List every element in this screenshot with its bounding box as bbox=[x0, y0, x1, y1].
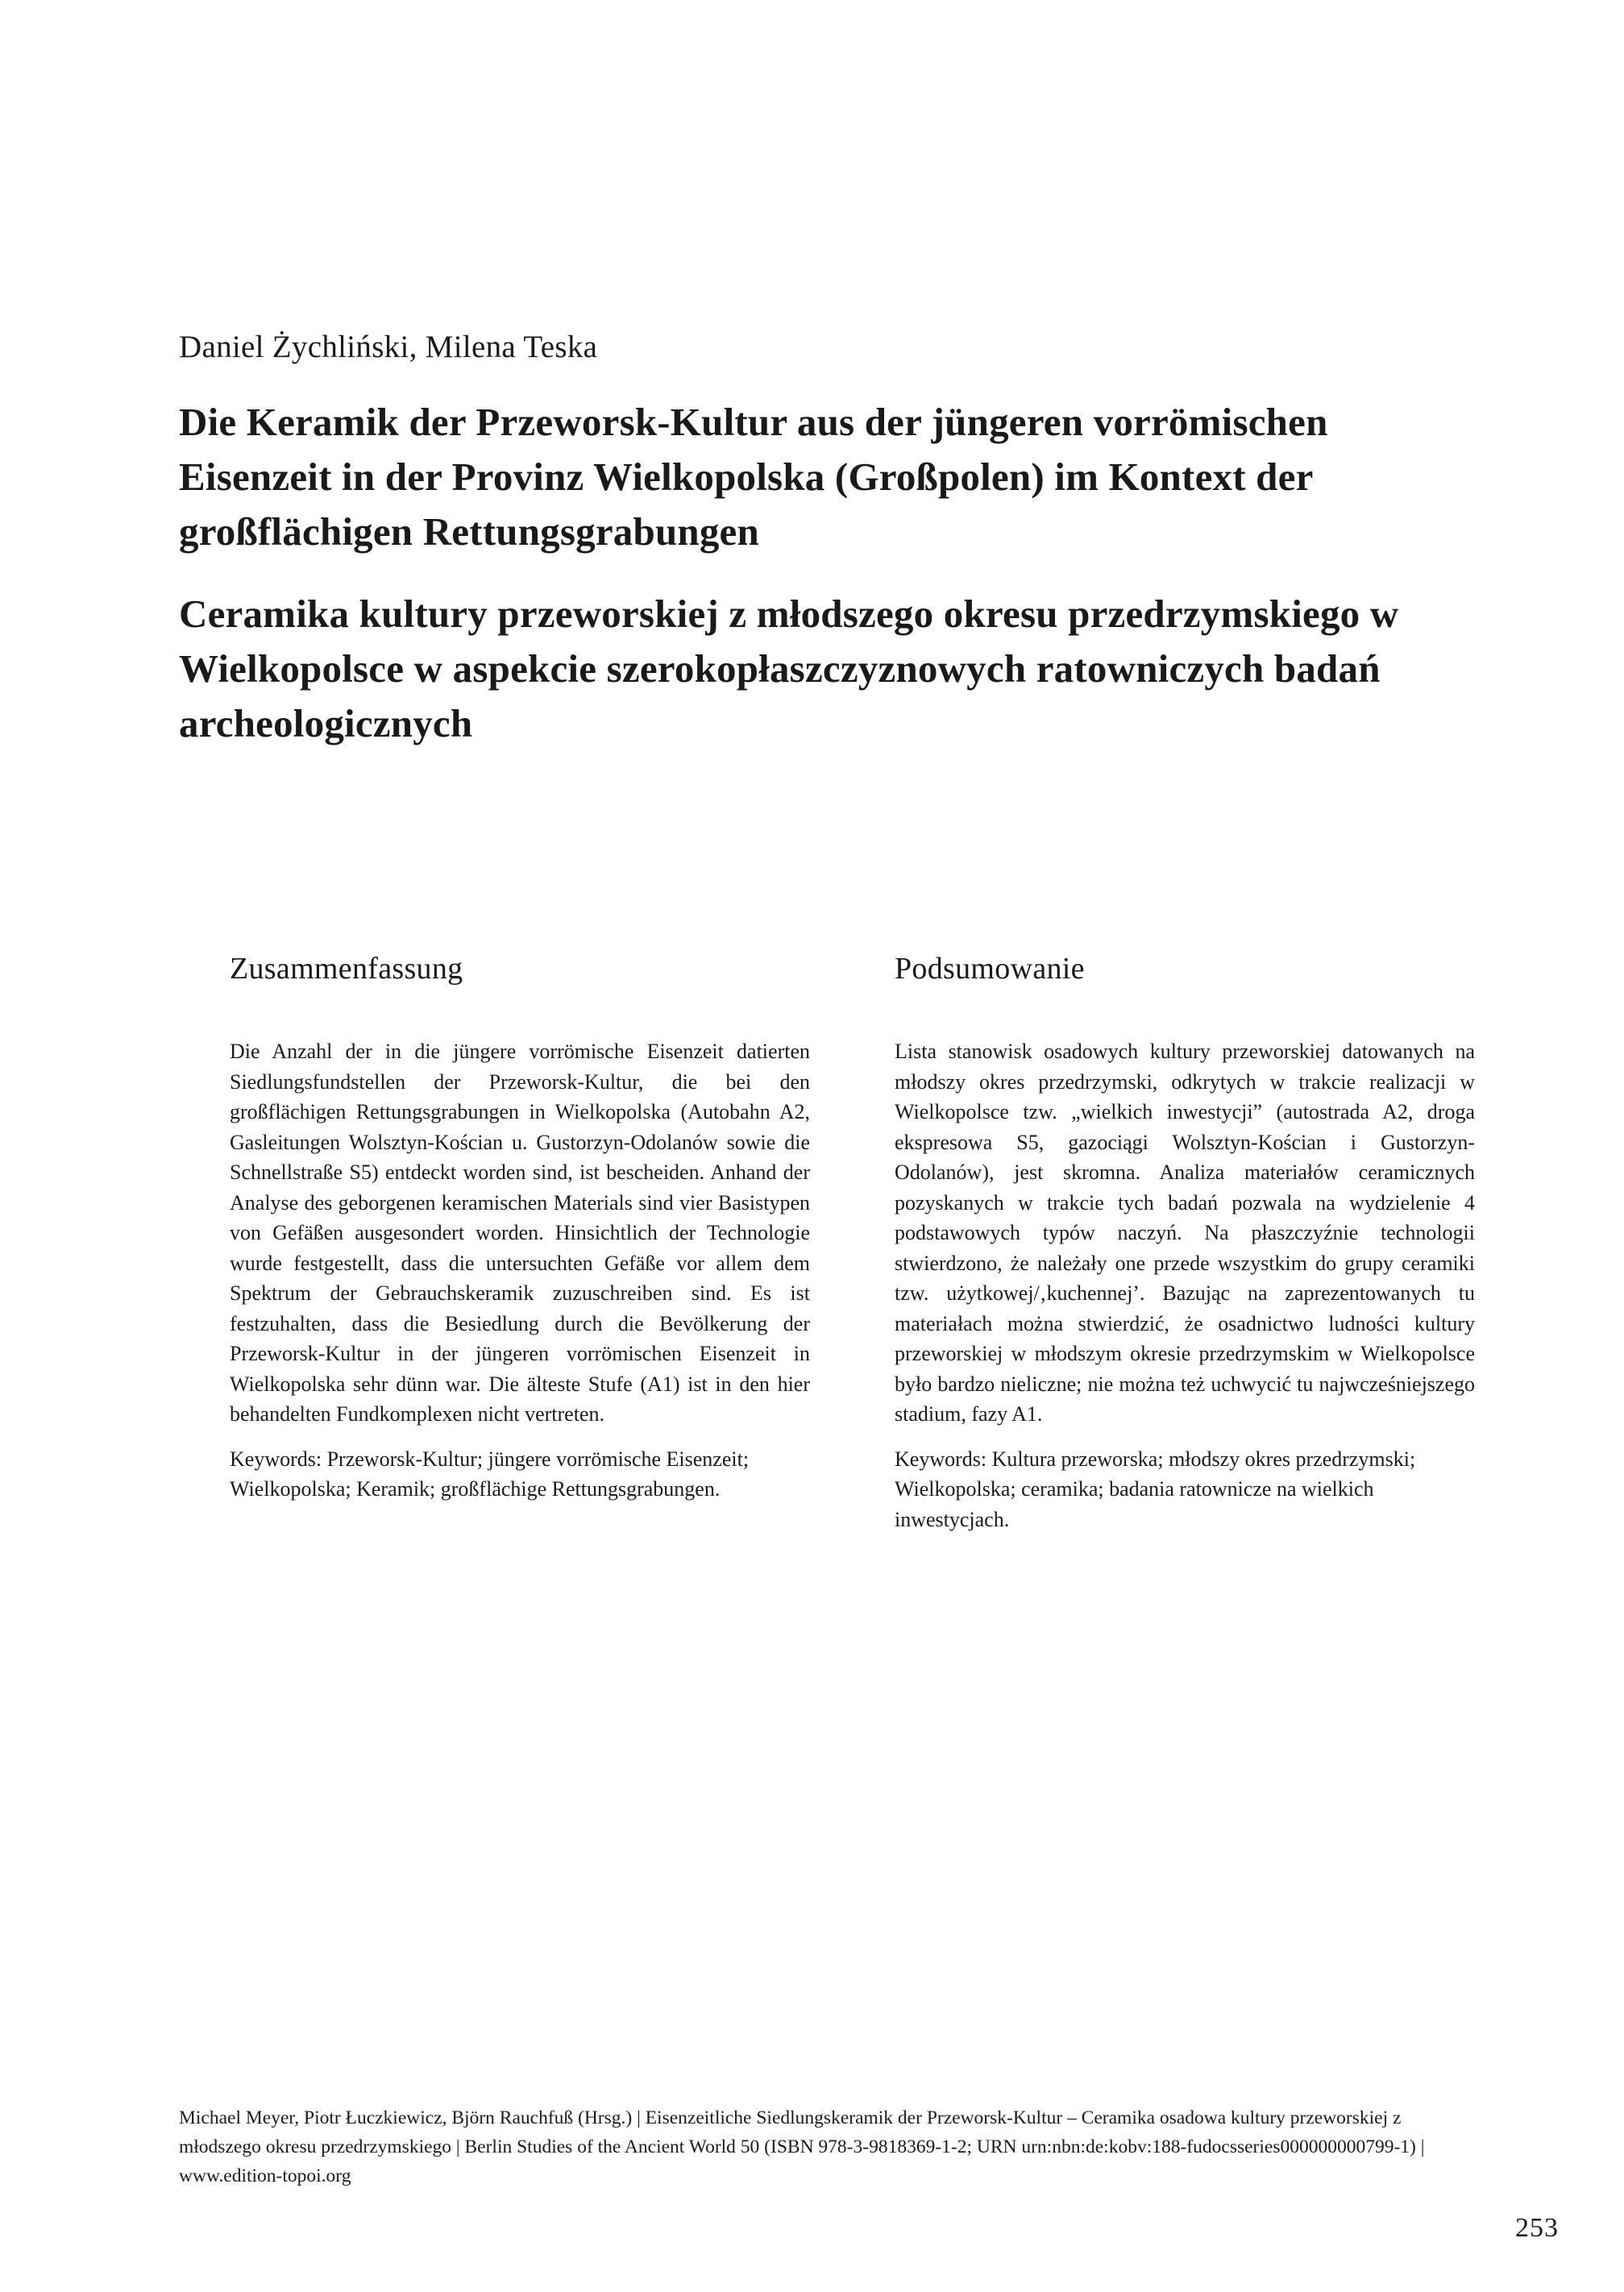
article-title-german: Die Keramik der Przeworsk-Kultur aus der jüngeren vorrömischen Eisenzeit in der Provinz Wielkopolska (Großpolen) im Kontext der großflächigen Rettungsgrabungen bbox=[179, 400, 1328, 554]
abstract-polish-keywords: Keywords: Kultura przeworska; młodszy okres przedrzymski; Wielkopolska; ceramika; badania ratownicze na wielkich inwestycjach. bbox=[895, 1447, 1416, 1531]
abstract-polish-text: Lista stanowisk osadowych kultury przeworskiej datowanych na młodszy okres przedrzymski, odkrytych w trakcie realizacji w Wielkopolsce tzw. „wielkich inwestycji” (autostrada A2, droga ekspresowa S5, gazociągi Wolsztyn-Kościan i Gustorzyn-Odolanów), jest skromna. Analiza materiałów ceramicznych pozyskanych w trakcie tych badań pozwala na wydzielenie 4 podstawowych typów naczyń. Na płaszczyźnie technologii stwierdzono, że należały one przede wszystkim do grupy ceramiki tzw. użytkowej/‚kuchennej’. Bazując na zaprezentowanych tu materiałach można stwierdzić, że osadnictwo ludności kultury przeworskiej w młodszym okresie przedrzymskim w Wielkopolsce było bardzo nieliczne; nie można też uchwycić tu najwcześniejszego stadium, fazy A1. bbox=[895, 1040, 1475, 1426]
abstract-polish bbox=[895, 951, 1475, 1549]
abstract-polish-heading: Podsumowanie bbox=[895, 952, 1085, 986]
abstract-german-text: Die Anzahl der in die jüngere vorrömische Eisenzeit datierten Siedlungsfundstellen der Przeworsk-Kultur, die bei den großflächigen Rettungsgrabungen in Wielkopolska (Autobahn A2, Gasleitungen Wolsztyn-Kościan u. Gustorzyn-Odolanów sowie die Schnellstraße S5) entdeckt worden sind, ist bescheiden. Anhand der Analyse des geborgenen keramischen Materials sind vier Basistypen von Gefäßen ausgesondert worden. Hinsichtlich der Technologie wurde festgestellt, dass die untersuchten Gefäße vor allem dem Spektrum der Gebrauchskeramik zuzuschreiben sind. Es ist festzuhalten, dass die Besiedlung durch die Bevölkerung der Przeworsk-Kultur in der jüngeren vorrömischen Eisenzeit in Wielkopolska sehr dünn war. Die älteste Stufe (A1) ist in den hier behandelten Fundkomplexen nicht vertreten. bbox=[230, 1040, 810, 1426]
abstract-german bbox=[230, 951, 810, 1519]
author-line: Daniel Żychliński, Milena Teska bbox=[179, 330, 598, 364]
abstract-german-heading: Zusammenfassung bbox=[230, 952, 463, 986]
article-title-polish: Ceramika kultury przeworskiej z młodszego okresu przedrzymskiego w Wielkopolsce w aspekcie szerokopłaszczyznowych ratowniczych badań archeologicznych bbox=[179, 592, 1399, 745]
page-number: 253 bbox=[1515, 2213, 1559, 2243]
citation-footer: Michael Meyer, Piotr Łuczkiewicz, Björn Rauchfuß (Hrsg.) | Eisenzeitliche Siedlungskeramik der Przeworsk-Kultur – Ceramika osadowa kultury przeworskiej z młodszego okresu przedrzymskiego | Berlin Studies of the Ancient World 50 (ISBN 978-3-9818369-1-2; URN urn:nbn:de:kobv:188-fudocsseries000000000799-1) | www.edition-topoi.org bbox=[179, 2107, 1425, 2186]
abstract-german-keywords: Keywords: Przeworsk-Kultur; jüngere vorrömische Eisenzeit; Wielkopolska; Keramik; großflächige Rettungsgrabungen. bbox=[230, 1447, 750, 1501]
